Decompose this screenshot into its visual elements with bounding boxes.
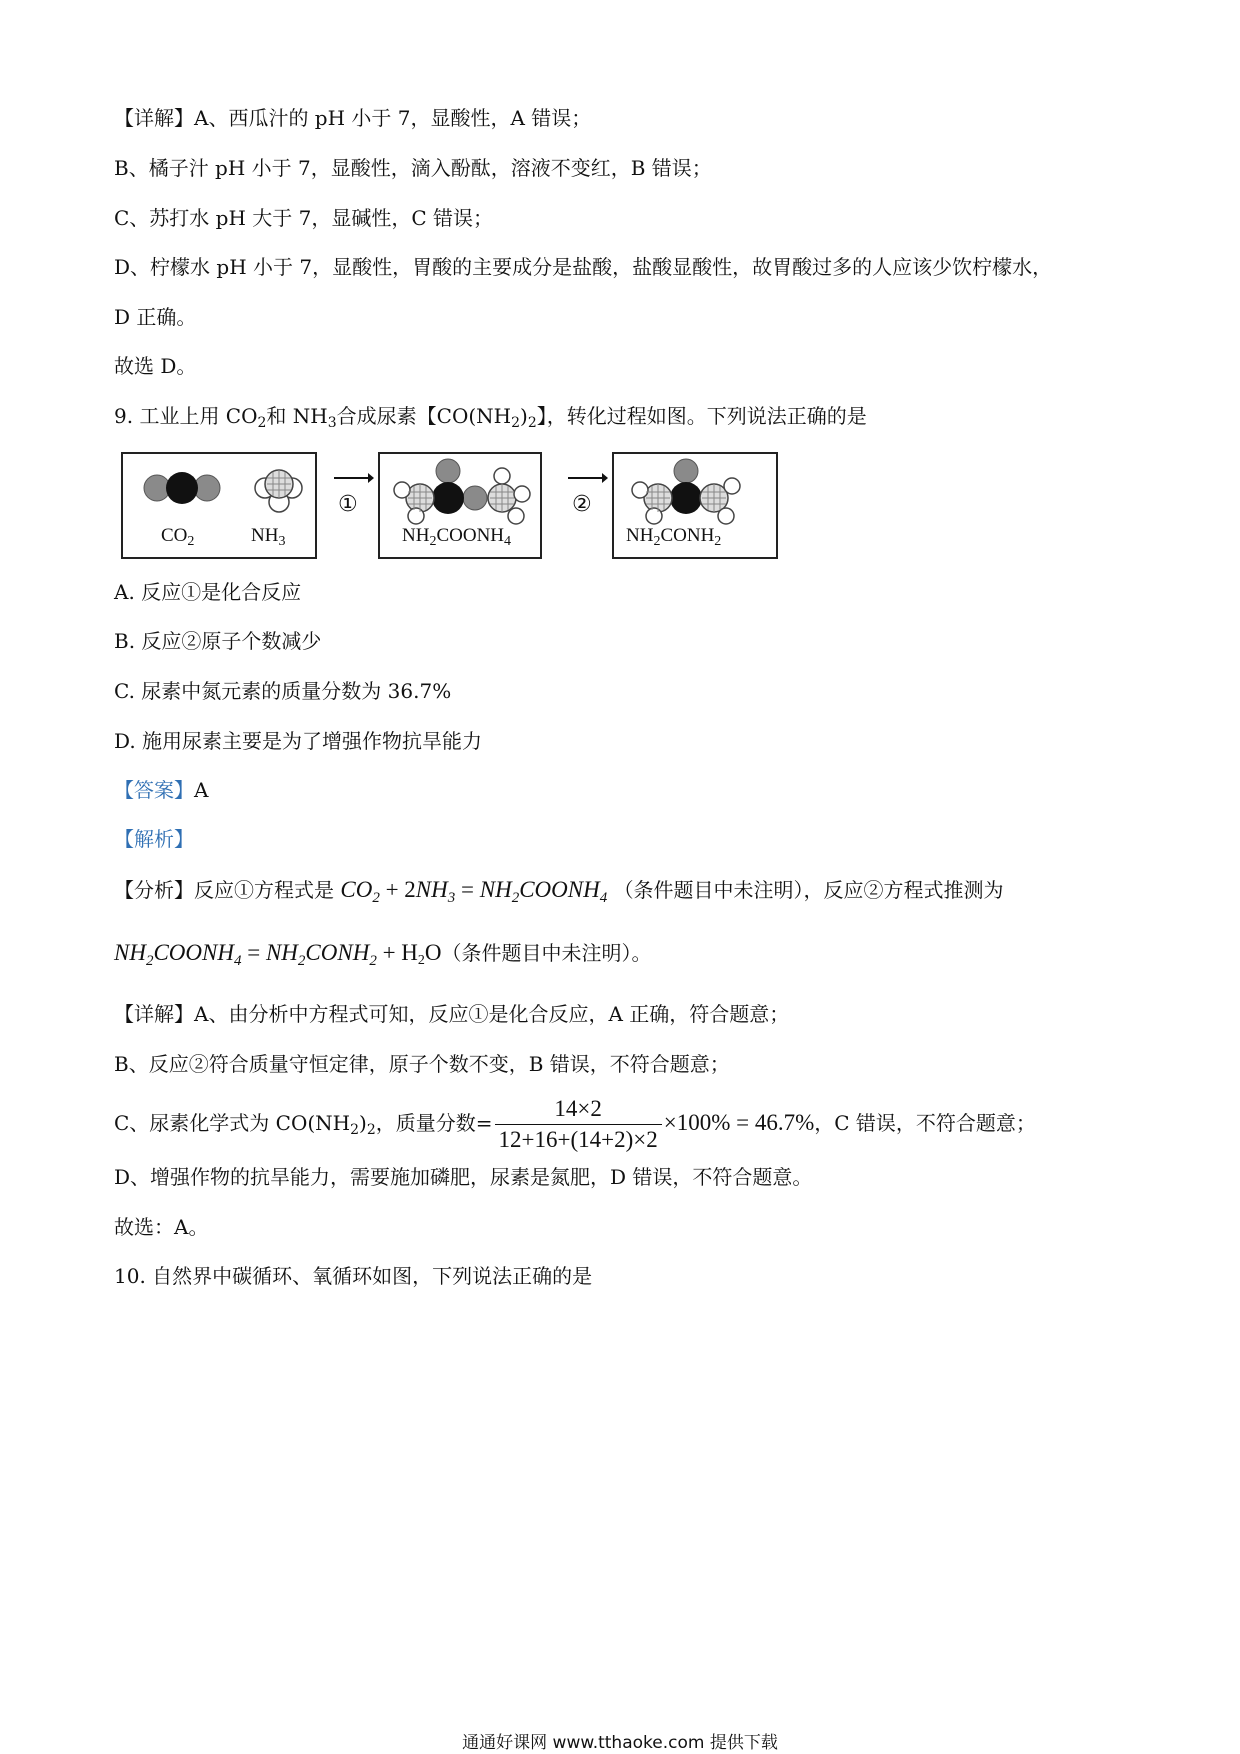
step2-arrow xyxy=(564,468,608,528)
detail-line-a: 【详解】A、西瓜汁的 pH 小于 7，显酸性，A 错误； xyxy=(114,106,592,130)
q9-fenxi: 【分析】反应①方程式是 $CO_2 + 2NH_3$ = $NH_2COONH_4$ （条件题目中未注明），反应②方程式推测为 xyxy=(114,877,1004,906)
q10-stem: 10. 自然界中碳循环、氧循环如图，下列说法正确的是 xyxy=(114,1264,593,1288)
detail-line-c: C、苏打水 pH 大于 7，显碱性，C 错误； xyxy=(114,206,494,230)
q9-option-d: D. 施用尿素主要是为了增强作物抗旱能力 xyxy=(114,729,483,753)
mass-fraction-formula: $\frac{14\times 2}{12+16+(14+2)\times 2}$ xyxy=(495,1094,662,1155)
label-nh2coonh4: $NH_2COONH_4$ xyxy=(402,525,512,549)
q9-choose: 故选：A。 xyxy=(114,1215,209,1239)
q9-detail-d: D、增强作物的抗旱能力，需要施加磷肥，尿素是氮肥，D 错误，不符合题意。 xyxy=(114,1165,813,1189)
q9-option-b: B. 反应②原子个数减少 xyxy=(114,629,322,653)
diagram-box-product xyxy=(612,452,778,559)
q9-detail-c: C、尿素化学式为 $CO(NH_2)_2$，质量分数= $\frac{14\times 2}{12+16+(14+2)\times 2}$ ×100% = 46.7%，C 错误，不符合题意； xyxy=(114,1090,1036,1156)
q9-detail-b: B、反应②符合质量守恒定律，原子个数不变，B 错误，不符合题意； xyxy=(114,1052,730,1076)
molecule-co2-nh3-graphic xyxy=(123,454,315,557)
label-co2: $CO_2$ xyxy=(161,525,195,549)
diagram-box-reactants xyxy=(121,452,317,559)
step2-label: ② xyxy=(572,492,592,517)
detail-line-d-cont: D 正确。 xyxy=(114,305,197,329)
q9-detail-a: 【详解】A、由分析中方程式可知，反应①是化合反应，A 正确，符合题意； xyxy=(114,1002,790,1026)
q9-option-a: A. 反应①是化合反应 xyxy=(114,580,302,604)
diagram-box-intermediate xyxy=(378,452,542,559)
step1-label: ① xyxy=(338,492,358,517)
detail-line-d: D、柠檬水 pH 小于 7，显酸性，胃酸的主要成分是盐酸，盐酸显酸性，故胃酸过多的人应该少饮柠檬水， xyxy=(114,255,1053,279)
step1-arrow xyxy=(330,468,374,528)
page-footer: 通通好课网 www.tthaoke.com 提供下载 xyxy=(462,1733,778,1753)
label-nh3: $NH_3$ xyxy=(251,525,286,549)
q9-option-c: C. 尿素中氮元素的质量分数为 36.7% xyxy=(114,679,452,703)
q9-answer: 【答案】A xyxy=(114,778,209,802)
q9-fenxi-2: $NH_2COONH_4$ = $NH_2CONH_2 + H_2O$（条件题目中未注明）。 xyxy=(114,940,652,969)
equation-2: $NH_2COONH_4$ = $NH_2CONH_2 + H_2O$ xyxy=(114,940,442,969)
label-nh2conh2: $NH_2CONH_2$ xyxy=(626,525,722,549)
q9-stem: 9. 工业上用 $CO_2$和 $NH_3$合成尿素【$CO(NH_2)_2$】，转化过程如图。下列说法正确的是 xyxy=(114,404,867,431)
choose-line: 故选 D。 xyxy=(114,354,197,378)
equation-1: $CO_2 + 2NH_3$ = $NH_2COONH_4$ xyxy=(340,877,608,906)
detail-line-b: B、橘子汁 pH 小于 7，显酸性，滴入酚酞，溶液不变红，B 错误； xyxy=(114,156,712,180)
q9-analysis-label: 【解析】 xyxy=(114,827,194,851)
